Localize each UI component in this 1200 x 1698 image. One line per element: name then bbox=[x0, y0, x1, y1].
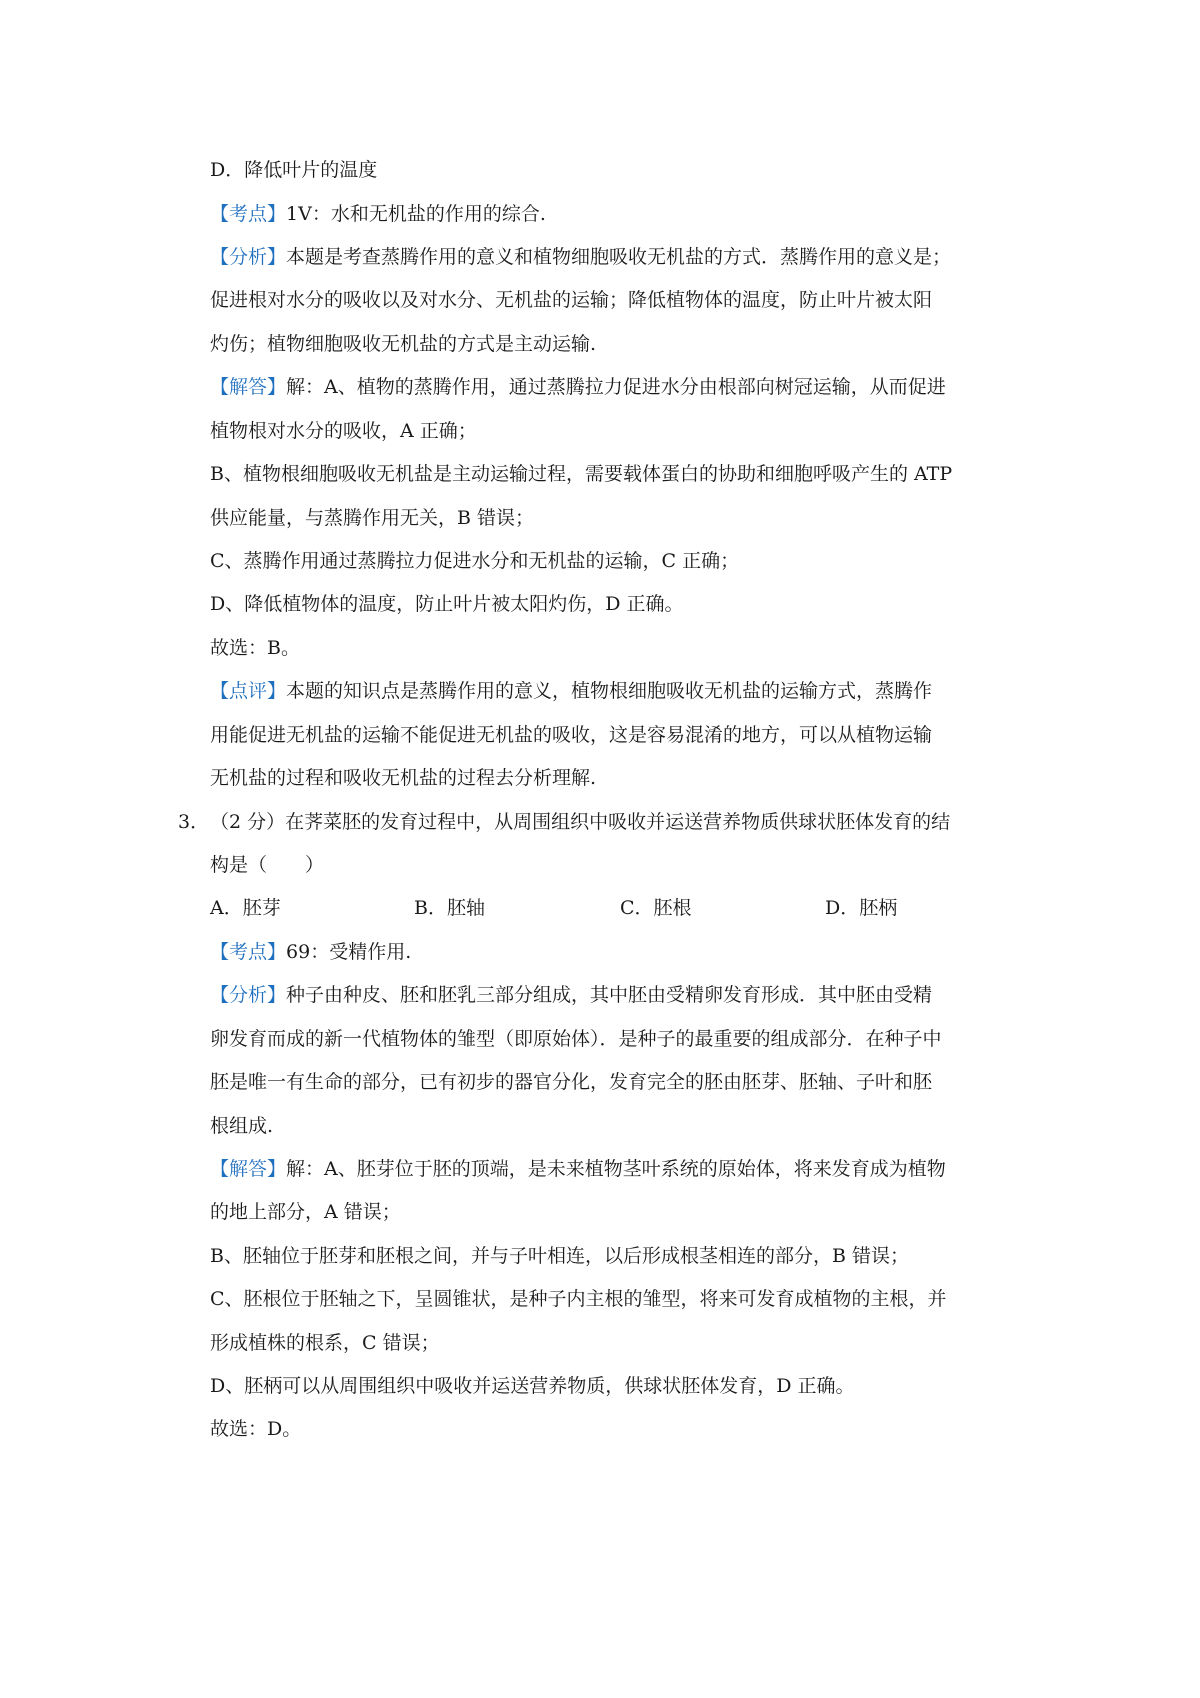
kaodian-tag: 【考点】 bbox=[210, 203, 287, 225]
jieda-3-line-2: 的地上部分，A 错误； bbox=[210, 1201, 401, 1223]
fenxi-3-line-2: 卵发育而成的新一代植物体的雏型（即原始体）．是种子的最重要的组成部分．在种子中 bbox=[210, 1028, 942, 1050]
dianping-line-3: 无机盐的过程和吸收无机盐的过程去分析理解. bbox=[210, 767, 597, 789]
jieda-1-line-5: C、蒸腾作用通过蒸腾拉力促进水分和无机盐的运输，C 正确； bbox=[210, 550, 740, 572]
jieda-3-answer: 故选：D。 bbox=[210, 1418, 302, 1440]
jieda-3-line-6: D、胚柄可以从周围组织中吸收并运送营养物质，供球状胚体发育，D 正确。 bbox=[210, 1375, 855, 1397]
kaodian-3 bbox=[210, 938, 1030, 966]
jieda-1-line-1 bbox=[210, 373, 1030, 401]
dianping-text: 本题的知识点是蒸腾作用的意义，植物根细胞吸收无机盐的运输方式，蒸腾作 bbox=[286, 680, 933, 702]
question-3-option-a: A．胚芽 bbox=[210, 897, 281, 919]
jieda-tag: 【解答】 bbox=[210, 376, 287, 398]
jieda-tag: 【解答】 bbox=[210, 1158, 287, 1180]
kaodian-text: 69：受精作用. bbox=[286, 941, 412, 963]
jieda-text: 解：A、植物的蒸腾作用，通过蒸腾拉力促进水分由根部向树冠运输，从而促进 bbox=[286, 376, 946, 398]
fenxi-3-line-1 bbox=[210, 981, 1030, 1009]
fenxi-text: 种子由种皮、胚和胚乳三部分组成，其中胚由受精卵发育形成．其中胚由受精 bbox=[286, 984, 933, 1006]
fenxi-3-line-4: 根组成. bbox=[210, 1115, 274, 1137]
jieda-3-line-3: B、胚轴位于胚芽和胚根之间，并与子叶相连，以后形成根茎相连的部分，B 错误； bbox=[210, 1245, 909, 1267]
fenxi-tag: 【分析】 bbox=[210, 246, 287, 268]
fenxi-1-line-1 bbox=[210, 243, 1030, 271]
question-3-option-b: B．胚轴 bbox=[414, 897, 485, 919]
fenxi-tag: 【分析】 bbox=[210, 984, 287, 1006]
dianping-tag: 【点评】 bbox=[210, 680, 287, 702]
dianping-line-1 bbox=[210, 677, 1030, 705]
fenxi-text: 本题是考查蒸腾作用的意义和植物细胞吸收无机盐的方式．蒸腾作用的意义是； bbox=[286, 246, 952, 268]
question-3-option-d: D．胚柄 bbox=[825, 897, 898, 919]
jieda-1-line-6: D、降低植物体的温度，防止叶片被太阳灼伤，D 正确。 bbox=[210, 593, 684, 615]
dianping-line-2: 用能促进无机盐的运输不能促进无机盐的吸收，这是容易混淆的地方，可以从植物运输 bbox=[210, 724, 933, 746]
question-3-number: 3． bbox=[178, 811, 210, 833]
question-3-stem-line-1: （2 分）在荠菜胚的发育过程中，从周围组织中吸收并运送营养物质供球状胚体发育的结 bbox=[210, 811, 951, 833]
jieda-3-line-1 bbox=[210, 1155, 1030, 1183]
option-d-prev: D．降低叶片的温度 bbox=[210, 159, 378, 181]
jieda-1-line-2: 植物根对水分的吸收，A 正确； bbox=[210, 420, 477, 442]
fenxi-3-line-3: 胚是唯一有生命的部分，已有初步的器官分化，发育完全的胚由胚芽、胚轴、子叶和胚 bbox=[210, 1071, 933, 1093]
jieda-3-line-5: 形成植株的根系，C 错误； bbox=[210, 1332, 440, 1354]
jieda-text: 解：A、胚芽位于胚的顶端，是未来植物茎叶系统的原始体，将来发育成为植物 bbox=[286, 1158, 946, 1180]
question-3-stem-line-2: 构是（ ） bbox=[210, 854, 325, 876]
kaodian-1 bbox=[210, 200, 1030, 228]
kaodian-text: 1V：水和无机盐的作用的综合. bbox=[286, 203, 546, 225]
jieda-1-line-3: B、植物根细胞吸收无机盐是主动运输过程，需要载体蛋白的协助和细胞呼吸产生的 ATP bbox=[210, 463, 953, 485]
jieda-1-line-4: 供应能量，与蒸腾作用无关，B 错误； bbox=[210, 507, 535, 529]
kaodian-tag: 【考点】 bbox=[210, 941, 287, 963]
question-3-option-c: C．胚根 bbox=[620, 897, 692, 919]
fenxi-1-line-2: 促进根对水分的吸收以及对水分、无机盐的运输；降低植物体的温度，防止叶片被太阳 bbox=[210, 289, 933, 311]
jieda-1-answer: 故选：B。 bbox=[210, 637, 300, 659]
jieda-3-line-4: C、胚根位于胚轴之下，呈圆锥状，是种子内主根的雏型，将来可发育成植物的主根，并 bbox=[210, 1288, 947, 1310]
fenxi-1-line-3: 灼伤；植物细胞吸收无机盐的方式是主动运输. bbox=[210, 333, 597, 355]
